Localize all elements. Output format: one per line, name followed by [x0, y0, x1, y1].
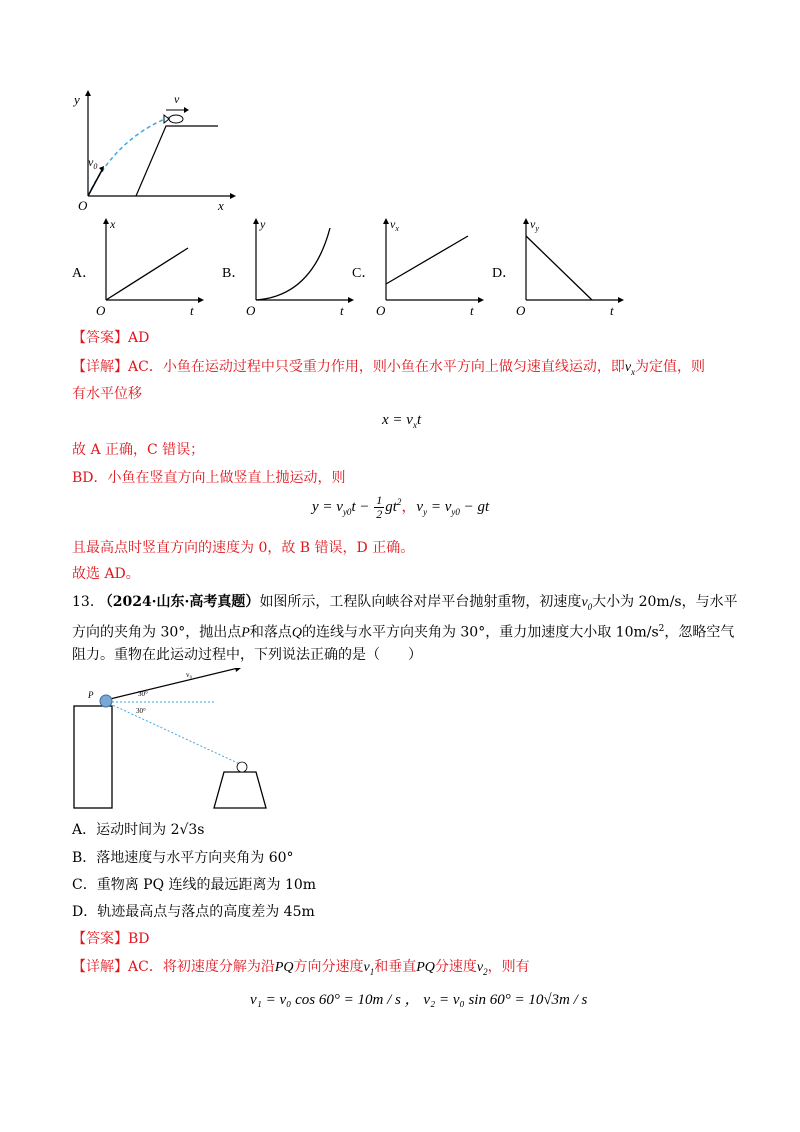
graph-c-label: C． [352, 266, 376, 281]
q13-line2: 方向的夹角为 30°，抛出点P和落点Q的连线与水平方向夹角为 30°，重力加速度大小取 $10m/s^2$，忽略空气 [72, 624, 735, 641]
formula-velocity-decomposition: v₁ = v₀ cos 60° = 10m / s ， v₂ = v₀ sin 60° = 10√3m / s [250, 992, 588, 1008]
detail-2-line1: 【详解】AC．将初速度分解为沿PQ方向分速度$v_1$和垂直PQ分速度$v_2$，则有 [72, 959, 530, 977]
graph-a-xaxis: t [190, 303, 194, 318]
fig2-v0-label: v₀ [186, 671, 192, 679]
graph-d-label: D． [492, 266, 517, 281]
answer-1-value: AD [128, 330, 150, 346]
q13-number: 13. [72, 594, 95, 610]
fig1-y-label: y [74, 92, 80, 107]
detail-1-line4: BD．小鱼在竖直方向上做竖直上抛运动，则 [72, 470, 346, 486]
detail-1-line6: 故选 AD。 [72, 566, 140, 582]
detail-1-line3: 故 A 正确，C 错误； [72, 442, 205, 458]
graph-a-origin: O [96, 303, 106, 318]
detail-1-line1: 【详解】AC．小鱼在运动过程中只受重力作用，则小鱼在水平方向上做匀速直线运动，即$v_x$为定值，则 [72, 359, 706, 377]
q13-option-a[interactable]: A．运动时间为 2√3s [72, 822, 205, 838]
fig1-origin-label: O [78, 198, 88, 213]
graph-b-xaxis: t [340, 303, 344, 318]
q13-source: （2024·山东·高考真题） [98, 594, 260, 610]
answer-2-value: BD [128, 931, 150, 947]
q13-line3: 阻力。重物在此运动过程中，下列说法正确的是（ ） [72, 647, 422, 663]
graph-c-origin: O [376, 303, 386, 318]
canyon-projectile-figure [70, 668, 320, 813]
graph-d [512, 218, 624, 318]
graph-b [242, 218, 354, 318]
q13-option-d[interactable]: D．轨迹最高点与落点的高度差为 45m [72, 904, 315, 920]
graph-c-xaxis: t [470, 303, 474, 318]
fish-trajectory-figure [70, 88, 240, 214]
graph-a [92, 218, 204, 318]
fig2-p-label: P [88, 690, 94, 700]
q13-option-c[interactable]: C．重物离 PQ 连线的最远距离为 10m [72, 877, 317, 893]
answer-1 [72, 328, 149, 348]
fraction-half: $\frac{1}{2}$ [376, 493, 383, 521]
graph-d-origin: O [516, 303, 526, 318]
detail-1-line2: 有水平位移 [72, 386, 142, 402]
graph-b-yaxis: y [260, 218, 266, 231]
formula-x-vx-t: $x = v_xt$ [382, 412, 422, 430]
graph-b-origin: O [246, 303, 256, 318]
answer-2 [72, 929, 150, 949]
fig2-angle2-label: 30° [136, 707, 146, 715]
answer-2-tag: 【答案】 [72, 931, 128, 947]
detail-1-line5: 且最高点时竖直方向的速度为 0，故 B 错误，D 正确。 [72, 540, 415, 556]
graph-d-xaxis: t [610, 303, 614, 318]
graph-b-label: B． [222, 266, 246, 281]
fig1-v0-label: $v_0$ [88, 155, 98, 171]
q13-line1: 13. （2024·山东·高考真题）如图所示，工程队向峡谷对岸平台抛射重物，初速度$v_0$大小为 20m/s，与水平 [72, 594, 738, 612]
answer-1-tag: 【答案】 [72, 330, 128, 346]
graph-a-label: A． [72, 266, 97, 281]
graph-c-yaxis: $v_x$ [390, 218, 399, 233]
fig2-angle1-label: 30° [138, 690, 148, 698]
graph-c [372, 218, 484, 318]
fig1-x-label: x [218, 198, 224, 213]
fig1-v-label: v [174, 92, 180, 106]
q13-option-b[interactable]: B．落地速度与水平方向夹角为 60° [72, 850, 294, 866]
graph-a-yaxis: x [110, 218, 116, 231]
graph-d-yaxis: $v_y$ [530, 218, 539, 233]
formula-vertical-motion: $y = v_{y0}t$ − $\frac{1}{2}$ $gt^2$，$v_y = v_{y0}$ − gt [312, 493, 490, 521]
